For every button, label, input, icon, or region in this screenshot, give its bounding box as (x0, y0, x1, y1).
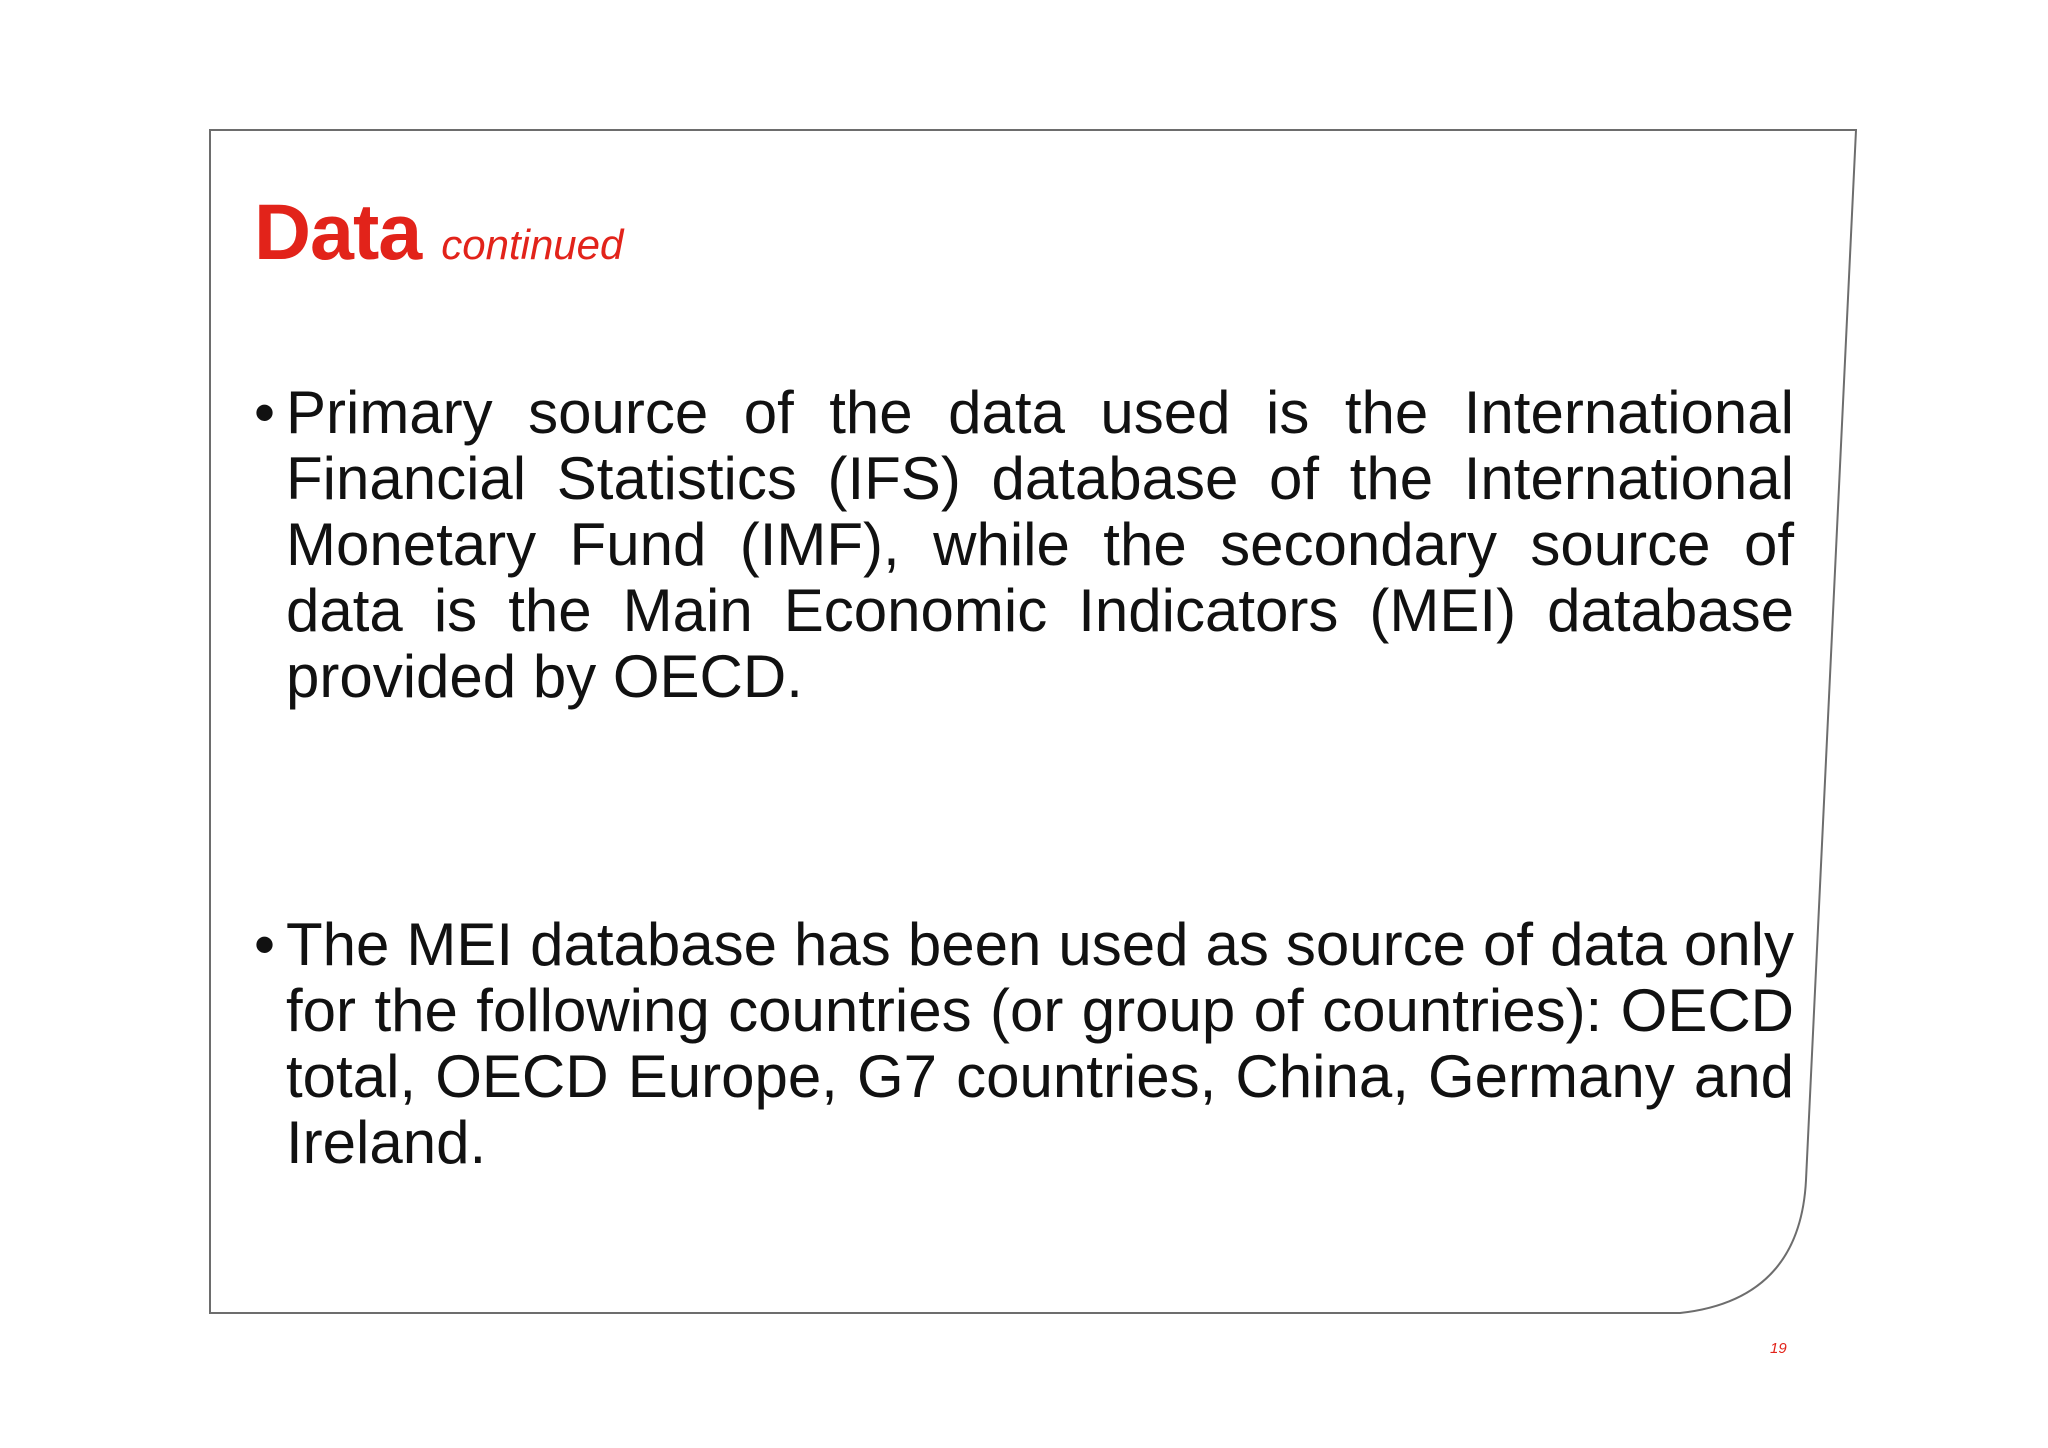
bullet-text: Primary source of the data used is the International Financial Statistics (IFS) database of the International Monetary Fund (IMF), while the secondary source of data is the Main Economic Indicators (MEI) database provided by OECD. (286, 379, 1794, 710)
slide-title: Data (254, 187, 422, 276)
slide-subtitle: continued (441, 221, 624, 268)
bullet-marker: • (254, 911, 276, 978)
bullet-marker: • (254, 379, 276, 446)
bullet-text: The MEI database has been used as source of data only for the following countries (or group of countries): OECD total, OECD Europe, G7 countries, China, Germany and Ireland. (286, 911, 1794, 1176)
bullet-item (254, 912, 1794, 1176)
page-number: 19 (1770, 1340, 1787, 1357)
slide-title-row (254, 186, 623, 278)
bullet-item (254, 380, 1794, 710)
